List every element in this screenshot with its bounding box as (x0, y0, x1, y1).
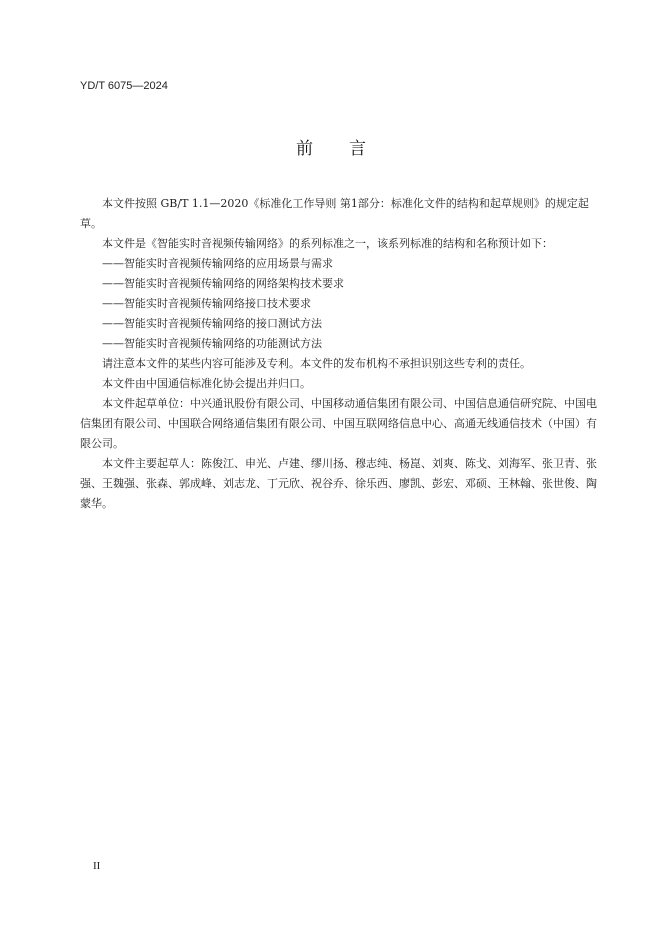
list-item: ——智能实时音视频传输网络的接口测试方法 (102, 317, 322, 330)
list-item: ——智能实时音视频传输网络的应用场景与需求 (102, 257, 333, 270)
paragraph-proposer: 本文件由中国通信标准化协会提出并归口。 (102, 377, 311, 390)
paragraph-drafting-rules: 本文件按照 GB/T 1.1—2020《标准化工作导则 第1部分：标准化文件的结构和起草规则》的规定起草。 (80, 197, 589, 230)
list-item: ——智能实时音视频传输网络的网络架构技术要求 (102, 277, 344, 290)
paragraph-patent-notice: 请注意本文件的某些内容可能涉及专利。本文件的发布机构不承担识别这些专利的责任。 (102, 357, 531, 370)
paragraph-drafters: 本文件主要起草人：陈俊江、申光、卢建、缪川扬、穆志纯、杨崑、刘爽、陈戈、刘海军、张卫青、张强、王魏强、张森、郭成峰、刘志龙、丁元欣、祝谷乔、徐乐西、廖凯、彭宏、邓硕、王林翰、张世俊、陶蒙华。 (80, 457, 597, 510)
paragraph-drafting-units: 本文件起草单位：中兴通讯股份有限公司、中国移动通信集团有限公司、中国信息通信研究院、中国电信集团有限公司、中国联合网络通信集团有限公司、中国互联网络信息中心、高通无线通信技术（中国）有限公司。 (80, 397, 597, 450)
paragraph-series-intro: 本文件是《智能实时音视频传输网络》的系列标准之一，该系列标准的结构和名称预计如下： (102, 237, 553, 250)
document-code: YD/T 6075—2024 (80, 80, 168, 92)
foreword-body (80, 194, 600, 514)
list-item: ——智能实时音视频传输网络的功能测试方法 (102, 337, 322, 350)
page-number: II (93, 860, 101, 872)
list-item: ——智能实时音视频传输网络接口技术要求 (102, 297, 311, 310)
page-title: 前言 (296, 139, 402, 159)
